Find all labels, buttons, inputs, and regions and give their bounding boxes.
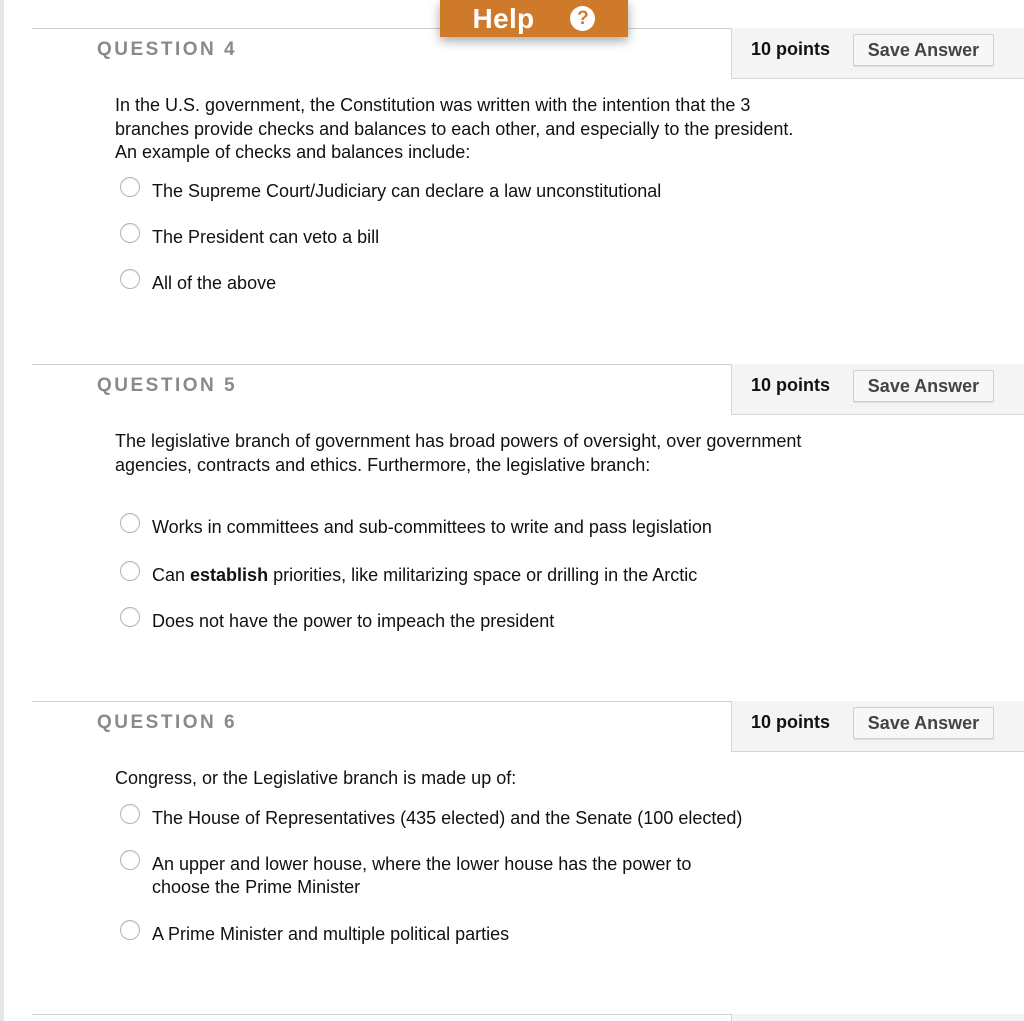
answer-option-label-pre: Can (152, 565, 191, 585)
question-text: Congress, or the Legislative branch is made up of: (115, 768, 517, 788)
answer-option-label: A Prime Minister and multiple political parties (152, 924, 510, 944)
answer-option[interactable] (120, 564, 820, 587)
answer-option-label: Works in committees and sub-committees to write and pass legislation (152, 517, 712, 537)
question-circle-icon: ? (570, 6, 595, 31)
answer-option-label: The President can veto a bill (152, 227, 380, 247)
radio-button[interactable] (120, 607, 140, 627)
radio-button[interactable] (120, 269, 140, 289)
answer-option[interactable] (120, 610, 820, 633)
left-scroll-edge (0, 0, 4, 1021)
question-text: In the U.S. government, the Constitution was written with the intention that the 3 branches provide checks and balances to each other, and especially to the president. An example of checks and balances include: (115, 95, 794, 162)
points-panel (731, 364, 1024, 415)
save-answer-button[interactable]: Save Answer (853, 34, 994, 66)
help-button[interactable] (440, 0, 628, 37)
answer-option[interactable] (120, 272, 820, 295)
answer-option-label-post: priorities, like militarizing space or drilling in the Arctic (268, 565, 698, 585)
points-label: 10 points (751, 39, 831, 59)
points-panel (731, 28, 1024, 79)
question-block-4 (32, 28, 1024, 364)
answer-option[interactable] (120, 853, 740, 899)
radio-button[interactable] (120, 561, 140, 581)
answer-option-label-bold: establish (190, 565, 269, 585)
answer-option-label (152, 564, 697, 587)
question-title: QUESTION 4 (97, 39, 238, 60)
answer-option[interactable] (120, 923, 820, 946)
question-title: QUESTION 6 (97, 712, 238, 733)
radio-button[interactable] (120, 850, 140, 870)
question-block-5 (32, 364, 1024, 701)
answer-option[interactable] (120, 226, 820, 249)
help-label: Help (472, 2, 535, 34)
answer-option[interactable] (120, 807, 820, 830)
answer-option-label: All of the above (152, 273, 277, 293)
question-text: The legislative branch of government has broad powers of oversight, over government agencies, contracts and ethics. Furthermore, the legislative branch: (115, 431, 802, 475)
save-answer-button[interactable]: Save Answer (853, 707, 994, 739)
answer-option-label: The Supreme Court/Judiciary can declare a law unconstitutional (152, 181, 662, 201)
question-block-6 (32, 701, 1024, 1014)
radio-button[interactable] (120, 804, 140, 824)
question-block-next (32, 1014, 1024, 1021)
radio-button[interactable] (120, 513, 140, 533)
answer-option[interactable] (120, 180, 820, 203)
radio-button[interactable] (120, 223, 140, 243)
answer-option-label: The House of Representatives (435 elected) and the Senate (100 elected) (152, 808, 743, 828)
question-title: QUESTION 5 (97, 375, 238, 396)
points-label: 10 points (751, 375, 831, 395)
points-panel (731, 701, 1024, 752)
radio-button[interactable] (120, 920, 140, 940)
points-label: 10 points (751, 712, 831, 732)
answer-option-label: An upper and lower house, where the lower house has the power to choose the Prime Minister (152, 854, 692, 897)
answer-option-label: Does not have the power to impeach the president (152, 611, 555, 631)
answer-option[interactable] (120, 516, 820, 539)
save-answer-button[interactable]: Save Answer (853, 370, 994, 402)
points-panel (731, 1014, 1024, 1021)
radio-button[interactable] (120, 177, 140, 197)
